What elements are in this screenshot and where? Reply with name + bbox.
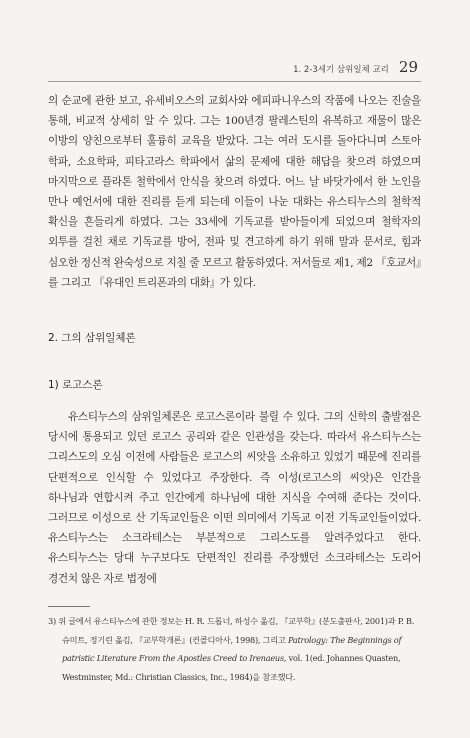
footnote-italic-title: Patrology: The Beginnings of patristic Literature From the Apostles Creed to Irenaeus: [62, 634, 402, 663]
footnote-rule: [48, 606, 90, 607]
footnote-part-1: 3) 위 글에서 유스티누스에 관한 정보는 H. R. 드롭너, 하성수 옮김, 『교부학』(분도출판사, 2001)과 P. B. 슈미트, 정기린 옮김, 『교부학개론』(컨콜디아사, 1998), 그리고: [48, 616, 415, 645]
body-block-1: [48, 91, 421, 293]
footnote: [48, 612, 421, 686]
footnote-part-2: , vol. 1(ed. Johannes Quasten, Westminster, Md.: Christian Classics, Inc., 1984)을 참조했다.: [62, 653, 401, 682]
running-head: [293, 58, 418, 76]
paragraph-2: 유스티누스의 삼위일체론은 로고스론이라 불릴 수 있다. 그의 신학의 출발점은 당시에 통용되고 있던 로고스 공리와 같은 인관성을 갖는다. 따라서 유스티누스는 그리스도의 오심 이전에 사람들은 로고스의 씨앗을 소유하고 있었기 때문에 진리를 단편적으로 인식할 수 있었다고 주장한다. 즉 이성(로고스의 씨앗)은 인간을 하나님과 연합시켜 주고 인간에게 하나님에 대한 지식을 수여해 준다는 것이다. 그러므로 이성으로 산 기독교인들은 이떤 의미에서 기독교 이전 기독교인들이었다. 유스티누스는 소크라테스는 부분적으로 그리스도를 알려주었다고 한다. 유스티누스는 당대 누구보다도 단편적인 진리를 주장했던 소크라테스는 도리어 경건치 않은 자로 법정에: [48, 411, 421, 585]
running-head-title: 1. 2-3세기 삼위일체 교리: [293, 65, 389, 75]
paragraph-1: 의 순교에 관한 보고, 유세비오스의 교회사와 에피파니우스의 작품에 나오는 진술을 통해, 비교적 상세히 알 수 있다. 그는 100년경 팔레스틴의 유복하고 재물이 많은 이방의 양친으로부터 훌륭히 교육을 받았다. 그는 여러 도시를 돌아다니며 스토아 학파, 소요학파, 피타고라스 학파에서 삶의 문제에 대한 해답을 찾으려 하였으며 마지막으로 플라톤 철학에서 안식을 찾으려 하였다. 어느 날 바닷가에서 한 노인을 만나 예언서에 대한 진리를 듣게 되는데 이들이 나눈 대화는 유스티누스의 철학적 확신을 흔들리게 하였다. 그는 33세에 기독교를 받아들이게 되었으며 철학자의 외투를 걸친 채로 기독교를 방어, 전파 및 견고하게 하기 위해 말과 문서로, 힘과 심오한 정신적 완숙성으로 지칠 줄 모르고 활동하였다. 저서들로 제1, 제2 『호교서』를 그리고 『유대인 트리폰과의 대화』가 있다.: [48, 95, 421, 289]
header-rule: [48, 81, 421, 82]
page-number: 29: [398, 58, 418, 76]
body-block-2: [48, 407, 421, 589]
subsection-heading: 1) 로고스론: [48, 379, 103, 391]
section-heading: 2. 그의 삼위일체론: [48, 332, 136, 344]
